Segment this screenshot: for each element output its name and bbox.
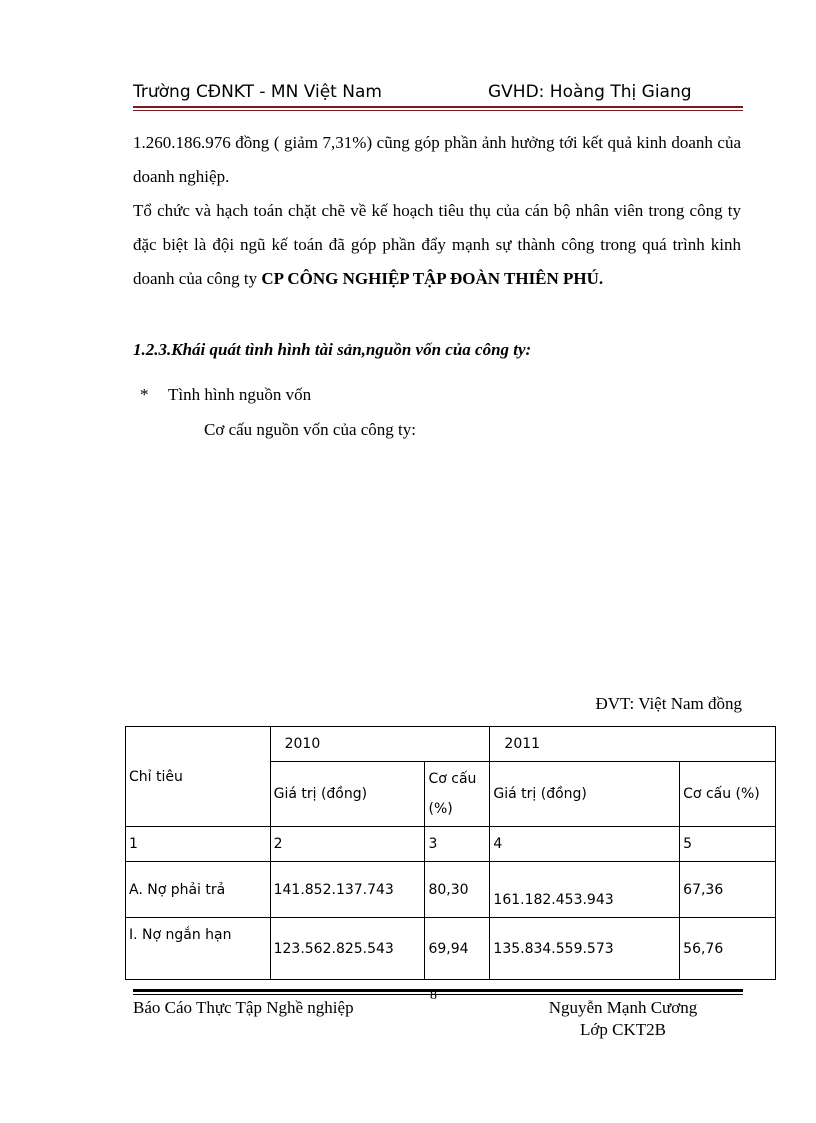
footer-rule-thin bbox=[133, 994, 743, 995]
paragraph-2 bbox=[133, 194, 741, 296]
header-year-2010: 2010 bbox=[270, 727, 490, 762]
row-structure-2010: 80,30 bbox=[425, 862, 490, 918]
header-structure-2011: Cơ cấu (%) bbox=[680, 762, 776, 827]
company-name: CP CÔNG NGHIỆP TẬP ĐOÀN THIÊN PHÚ. bbox=[261, 269, 604, 288]
row-label: I. Nợ ngắn hạn bbox=[126, 918, 271, 980]
capital-structure-caption: Cơ cấu nguồn vốn của công ty: bbox=[204, 420, 417, 439]
header-year-2011: 2011 bbox=[490, 727, 776, 762]
header-structure-2010: Cơ cấu (%) bbox=[425, 762, 490, 827]
header-indicator: Chỉ tiêu bbox=[126, 727, 271, 827]
paragraph-2-text: Tổ chức và hạch toán chặt chẽ về kế hoạch tiêu thụ của cán bộ nhân viên trong công ty đặc biệt là đội ngũ kế toán đã góp phần đẩy mạnh sự thành công trong quá trình kinh doanh của công ty bbox=[133, 201, 741, 288]
author-class: Lớp CKT2B bbox=[580, 1020, 666, 1039]
header-value-2010: Giá trị (đồng) bbox=[270, 762, 425, 827]
table-header-row bbox=[126, 727, 776, 762]
index-cell: 3 bbox=[425, 827, 490, 862]
row-structure-2011: 56,76 bbox=[680, 918, 776, 980]
row-value-2011: 135.834.559.573 bbox=[490, 918, 680, 980]
row-structure-2010: 69,94 bbox=[425, 918, 490, 980]
bullet-item bbox=[140, 385, 311, 405]
row-value-2011: 161.182.453.943 bbox=[490, 862, 680, 918]
page-number: 8 bbox=[430, 988, 437, 1003]
page-header bbox=[133, 82, 743, 106]
table-index-row bbox=[126, 827, 776, 862]
header-rule-thin bbox=[133, 110, 743, 111]
table-row bbox=[126, 862, 776, 918]
index-cell: 5 bbox=[680, 827, 776, 862]
row-value-2010: 123.562.825.543 bbox=[270, 918, 425, 980]
section-title: 1.2.3.Khái quát tình hình tài sản,nguồn vốn của công ty: bbox=[133, 340, 532, 359]
index-cell: 1 bbox=[126, 827, 271, 862]
index-cell: 2 bbox=[270, 827, 425, 862]
row-label: A. Nợ phải trả bbox=[126, 862, 271, 918]
report-title: Báo Cáo Thực Tập Nghề nghiệp bbox=[133, 998, 354, 1017]
advisor-name: GVHD: Hoàng Thị Giang bbox=[488, 82, 692, 102]
row-structure-2011: 67,36 bbox=[680, 862, 776, 918]
table-row bbox=[126, 918, 776, 980]
header-value-2011: Giá trị (đồng) bbox=[490, 762, 680, 827]
author-block bbox=[538, 998, 708, 1040]
school-name: Trường CĐNKT - MN Việt Nam bbox=[133, 82, 382, 102]
bullet-symbol: * bbox=[140, 385, 149, 404]
header-rule-thick bbox=[133, 106, 743, 108]
row-value-2010: 141.852.137.743 bbox=[270, 862, 425, 918]
footer-rule-thick bbox=[133, 989, 743, 992]
author-name: Nguyễn Mạnh Cương bbox=[548, 998, 698, 1017]
paragraph-1: 1.260.186.976 đồng ( giảm 7,31%) cũng góp phần ảnh hưởng tới kết quả kinh doanh của doanh nghiệp. bbox=[133, 133, 741, 186]
unit-label: ĐVT: Việt Nam đồng bbox=[595, 694, 742, 713]
capital-structure-table bbox=[125, 726, 776, 980]
index-cell: 4 bbox=[490, 827, 680, 862]
bullet-text: Tình hình nguồn vốn bbox=[168, 385, 312, 404]
